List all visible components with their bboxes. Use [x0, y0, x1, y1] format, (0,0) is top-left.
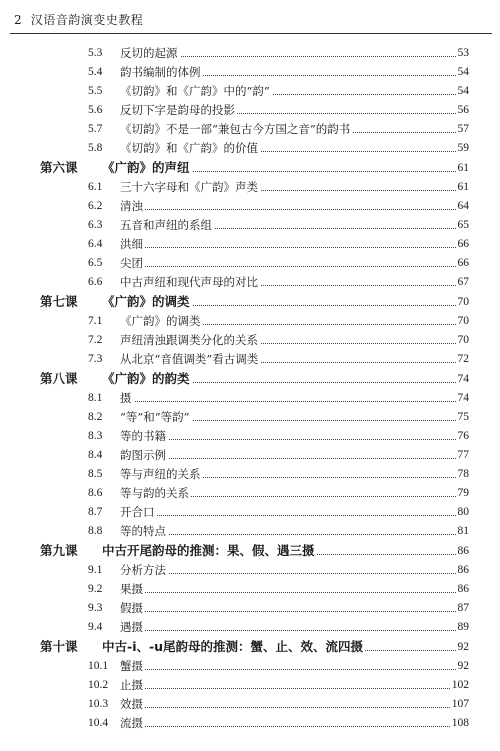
chapter-number: 第七课 — [40, 294, 78, 309]
dot-leader — [120, 592, 462, 593]
page-number: 92 — [457, 657, 470, 675]
page-number: 75 — [457, 408, 470, 426]
section-number: 7.1 — [88, 315, 103, 327]
section-number: 5.8 — [88, 142, 103, 154]
section-number: 8.7 — [88, 506, 103, 518]
section-number: 5.5 — [88, 85, 103, 97]
dot-leader — [120, 458, 462, 459]
section-title: 反切下字是韵母的投影 — [120, 103, 235, 117]
header-book-title: 汉语音韵演变史教程 — [30, 13, 144, 27]
section-title: 从北京“音值调类”看古调类 — [120, 352, 259, 366]
toc-section-row — [0, 312, 500, 330]
toc-section-row — [0, 254, 500, 272]
section-title: 五音和声纽的系组 — [120, 218, 212, 232]
toc-section-row — [0, 580, 500, 598]
dot-leader — [120, 669, 462, 670]
section-number: 5.3 — [88, 47, 103, 59]
page-number: 70 — [457, 312, 470, 330]
section-title: 清浊 — [120, 199, 143, 213]
page-number: 61 — [457, 178, 470, 196]
page-number: 61 — [457, 159, 470, 177]
chapter-title: 《广韵》的韵类 — [102, 371, 190, 386]
section-title: 等的书籍 — [120, 429, 166, 443]
toc-section-row — [0, 618, 500, 636]
section-title: 《切韵》和《广韵》中的“韵” — [120, 84, 270, 98]
page-number: 72 — [457, 350, 470, 368]
chapter-title: 《广韵》的声纽 — [102, 160, 190, 175]
toc-section-row — [0, 522, 500, 540]
toc-section-row — [0, 503, 500, 521]
section-title: 摄 — [120, 391, 132, 405]
section-title: 《广韵》的调类 — [120, 314, 201, 328]
page-number: 57 — [457, 120, 470, 138]
section-number: 8.3 — [88, 430, 103, 442]
toc-section-row — [0, 408, 500, 426]
section-title: 遇摄 — [120, 620, 143, 634]
page-number: 54 — [457, 63, 470, 81]
chapter-title: 《广韵》的调类 — [102, 294, 190, 309]
chapter-number: 第九课 — [40, 543, 78, 558]
section-number: 9.2 — [88, 583, 103, 595]
toc-section-row — [0, 389, 500, 407]
page-number: 86 — [457, 561, 470, 579]
toc-chapter-row — [0, 638, 500, 656]
section-number: 6.2 — [88, 200, 103, 212]
toc-chapter-row — [0, 370, 500, 388]
toc-section-row — [0, 63, 500, 81]
section-title: “等”和“等韵” — [120, 410, 190, 424]
toc-chapter-row — [0, 293, 500, 311]
section-number: 10.3 — [88, 698, 109, 710]
page-number: 78 — [457, 465, 470, 483]
chapter-title: 中古-i、-u尾韵母的推测：蟹、止、效、流四摄 — [102, 639, 364, 654]
toc-section-row — [0, 714, 500, 732]
page-number: 56 — [457, 101, 470, 119]
page-number: 64 — [457, 197, 470, 215]
toc-section-row — [0, 273, 500, 291]
section-title: 韵图示例 — [120, 448, 166, 462]
section-number: 7.3 — [88, 353, 103, 365]
section-number: 8.4 — [88, 449, 103, 461]
page-number: 107 — [451, 695, 469, 713]
dot-leader — [120, 707, 462, 708]
section-title: 反切的起源 — [120, 46, 178, 60]
page-number: 92 — [457, 638, 470, 656]
chapter-number: 第八课 — [40, 371, 78, 386]
dot-leader — [120, 266, 462, 267]
section-number: 9.3 — [88, 602, 103, 614]
page-number: 67 — [457, 273, 470, 291]
section-number: 8.1 — [88, 392, 103, 404]
dot-leader — [120, 630, 462, 631]
dot-leader — [120, 439, 462, 440]
toc-section-row — [0, 446, 500, 464]
section-number: 10.1 — [88, 660, 109, 672]
toc-section-row — [0, 178, 500, 196]
section-title: 分析方法 — [120, 563, 166, 577]
dot-leader — [120, 726, 462, 727]
section-number: 5.4 — [88, 66, 103, 78]
toc-section-row — [0, 44, 500, 62]
section-title: 声纽清浊跟调类分化的关系 — [120, 333, 258, 347]
page-number: 66 — [457, 235, 470, 253]
section-number: 6.6 — [88, 276, 103, 288]
page-number: 53 — [457, 44, 470, 62]
dot-leader — [120, 611, 462, 612]
toc-section-row — [0, 599, 500, 617]
toc-section-row — [0, 197, 500, 215]
section-title: 止摄 — [120, 678, 143, 692]
section-number: 8.2 — [88, 411, 103, 423]
chapter-number: 第六课 — [40, 160, 78, 175]
toc-section-row — [0, 101, 500, 119]
page-number: 70 — [457, 331, 470, 349]
page-number: 65 — [457, 216, 470, 234]
page-number: 87 — [457, 599, 470, 617]
page-number: 66 — [457, 254, 470, 272]
header-rule — [10, 33, 492, 34]
page-number: 108 — [451, 714, 469, 732]
page-number: 59 — [457, 139, 470, 157]
toc-section-row — [0, 235, 500, 253]
section-title: 《切韵》不是一部“兼包古今方国之音”的韵书 — [120, 122, 351, 136]
section-title: 尖团 — [120, 256, 143, 270]
dot-leader — [120, 573, 462, 574]
page-number: 102 — [451, 676, 469, 694]
toc-section-row — [0, 427, 500, 445]
toc-section-row — [0, 465, 500, 483]
page-number: 76 — [457, 427, 470, 445]
section-title: 《切韵》和《广韵》的价值 — [120, 141, 258, 155]
toc-section-row — [0, 676, 500, 694]
section-number: 10.2 — [88, 679, 109, 691]
page-number: 79 — [457, 484, 470, 502]
section-number: 8.8 — [88, 525, 103, 537]
section-title: 效摄 — [120, 697, 143, 711]
section-title: 韵书编制的体例 — [120, 65, 201, 79]
toc-section-row — [0, 139, 500, 157]
section-title: 果摄 — [120, 582, 143, 596]
page-number: 77 — [457, 446, 470, 464]
section-number: 6.1 — [88, 181, 103, 193]
toc-section-row — [0, 216, 500, 234]
toc-section-row — [0, 561, 500, 579]
toc-chapter-row — [0, 159, 500, 177]
toc-section-row — [0, 657, 500, 675]
section-number: 8.6 — [88, 487, 103, 499]
dot-leader — [120, 688, 462, 689]
toc-section-row — [0, 350, 500, 368]
toc-section-row — [0, 484, 500, 502]
page-number: 86 — [457, 580, 470, 598]
section-title: 开合口 — [120, 505, 155, 519]
page-number: 54 — [457, 82, 470, 100]
page-number: 70 — [457, 293, 470, 311]
page-number: 89 — [457, 618, 470, 636]
running-header — [14, 11, 143, 28]
chapter-number: 第十课 — [40, 639, 78, 654]
dot-leader — [120, 247, 462, 248]
toc-section-row — [0, 120, 500, 138]
section-title: 洪细 — [120, 237, 143, 251]
section-title: 假摄 — [120, 601, 143, 615]
section-number: 10.4 — [88, 717, 109, 729]
page-number: 81 — [457, 522, 470, 540]
section-number: 6.4 — [88, 238, 103, 250]
chapter-title: 中古开尾韵母的推测：果、假、遇三摄 — [102, 543, 315, 558]
toc-section-row — [0, 82, 500, 100]
section-number: 6.3 — [88, 219, 103, 231]
toc-section-row — [0, 695, 500, 713]
section-title: 流摄 — [120, 716, 143, 730]
section-title: 等与声纽的关系 — [120, 467, 201, 481]
dot-leader — [120, 209, 462, 210]
page-number: 80 — [457, 503, 470, 521]
dot-leader — [120, 534, 462, 535]
toc-section-row — [0, 331, 500, 349]
section-number: 5.7 — [88, 123, 103, 135]
page-number: 74 — [457, 370, 470, 388]
header-page-number: 2 — [14, 13, 23, 27]
toc-chapter-row — [0, 542, 500, 560]
section-title: 等与韵的关系 — [120, 486, 189, 500]
section-number: 9.4 — [88, 621, 103, 633]
dot-leader — [120, 515, 462, 516]
section-title: 三十六字母和《广韵》声类 — [120, 180, 258, 194]
section-title: 蟹摄 — [120, 659, 143, 673]
section-number: 5.6 — [88, 104, 103, 116]
page-number: 74 — [457, 389, 470, 407]
section-number: 8.5 — [88, 468, 103, 480]
page-number: 86 — [457, 542, 470, 560]
dot-leader — [120, 401, 462, 402]
section-number: 7.2 — [88, 334, 103, 346]
section-number: 9.1 — [88, 564, 103, 576]
section-number: 6.5 — [88, 257, 103, 269]
section-title: 等的特点 — [120, 524, 166, 538]
section-title: 中古声纽和现代声母的对比 — [120, 275, 258, 289]
